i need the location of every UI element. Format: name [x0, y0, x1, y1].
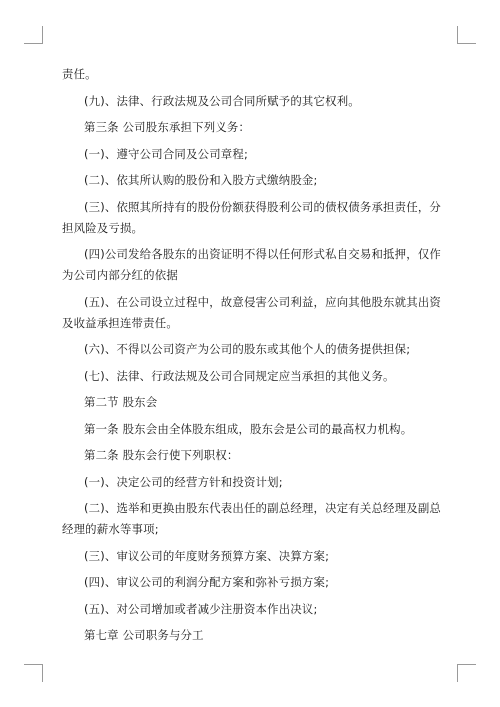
crop-mark-top-left-h	[24, 43, 43, 44]
paragraph: (六)、不得以公司资产为公司的股东或其他个人的债务提供担保;	[84, 342, 411, 356]
document-body	[62, 64, 442, 652]
article-heading: 第一条 股东会由全体股东组成，股东会是公司的最高权力机构。	[84, 421, 413, 436]
paragraph: (二)、依其所认购的股份和入股方式缴纳股金;	[84, 173, 318, 187]
article-heading: 第二条 股东会行使下列职权：	[84, 448, 239, 462]
paragraph: 责任。	[62, 67, 97, 81]
paragraph: (四)、审议公司的利润分配方案和弥补亏损方案;	[84, 575, 330, 589]
paragraph: (四)公司发给各股东的出资证明不得以任何形式私自交易和抵押，仅作为公司内部分红的依据	[62, 247, 442, 282]
paragraph: (五)、对公司增加或者减少注册资本作出决议;	[84, 601, 318, 616]
paragraph: (九)、法律、行政法规及公司合同所赋予的其它权利。	[84, 93, 360, 108]
paragraph: (三)、依照其所持有的股份份额获得股利公司的债权债务承担责任，分担风险及亏损。	[62, 199, 442, 235]
crop-mark-top-left-v	[42, 26, 43, 44]
crop-mark-bottom-left-h	[24, 664, 43, 665]
chapter-heading: 第七章 公司职务与分工	[84, 628, 204, 642]
paragraph: (一)、遵守公司合同及公司章程;	[84, 146, 249, 161]
article-heading: 第三条 公司股东承担下列义务：	[84, 120, 251, 134]
crop-mark-top-right-h	[457, 43, 476, 44]
paragraph: (一)、决定公司的经营方针和投资计划;	[84, 474, 283, 489]
paragraph: (三)、审议公司的年度财务预算方案、决算方案;	[84, 548, 330, 563]
crop-mark-bottom-right-v	[457, 664, 458, 682]
paragraph: (七)、法律、行政法规及公司合同规定应当承担的其他义务。	[84, 368, 395, 383]
paragraph: (二)、选举和更换由股东代表出任的副总经理，决定有关总经理及副总经理的薪水等事项;	[62, 501, 442, 536]
crop-mark-bottom-right-h	[457, 664, 476, 665]
crop-mark-bottom-left-v	[42, 664, 43, 682]
section-heading: 第二节 股东会	[84, 395, 158, 409]
paragraph: (五)、在公司设立过程中，故意侵害公司利益，应向其他股东就其出资及收益承担连带责任。	[62, 294, 442, 330]
crop-mark-top-right-v	[457, 26, 458, 44]
